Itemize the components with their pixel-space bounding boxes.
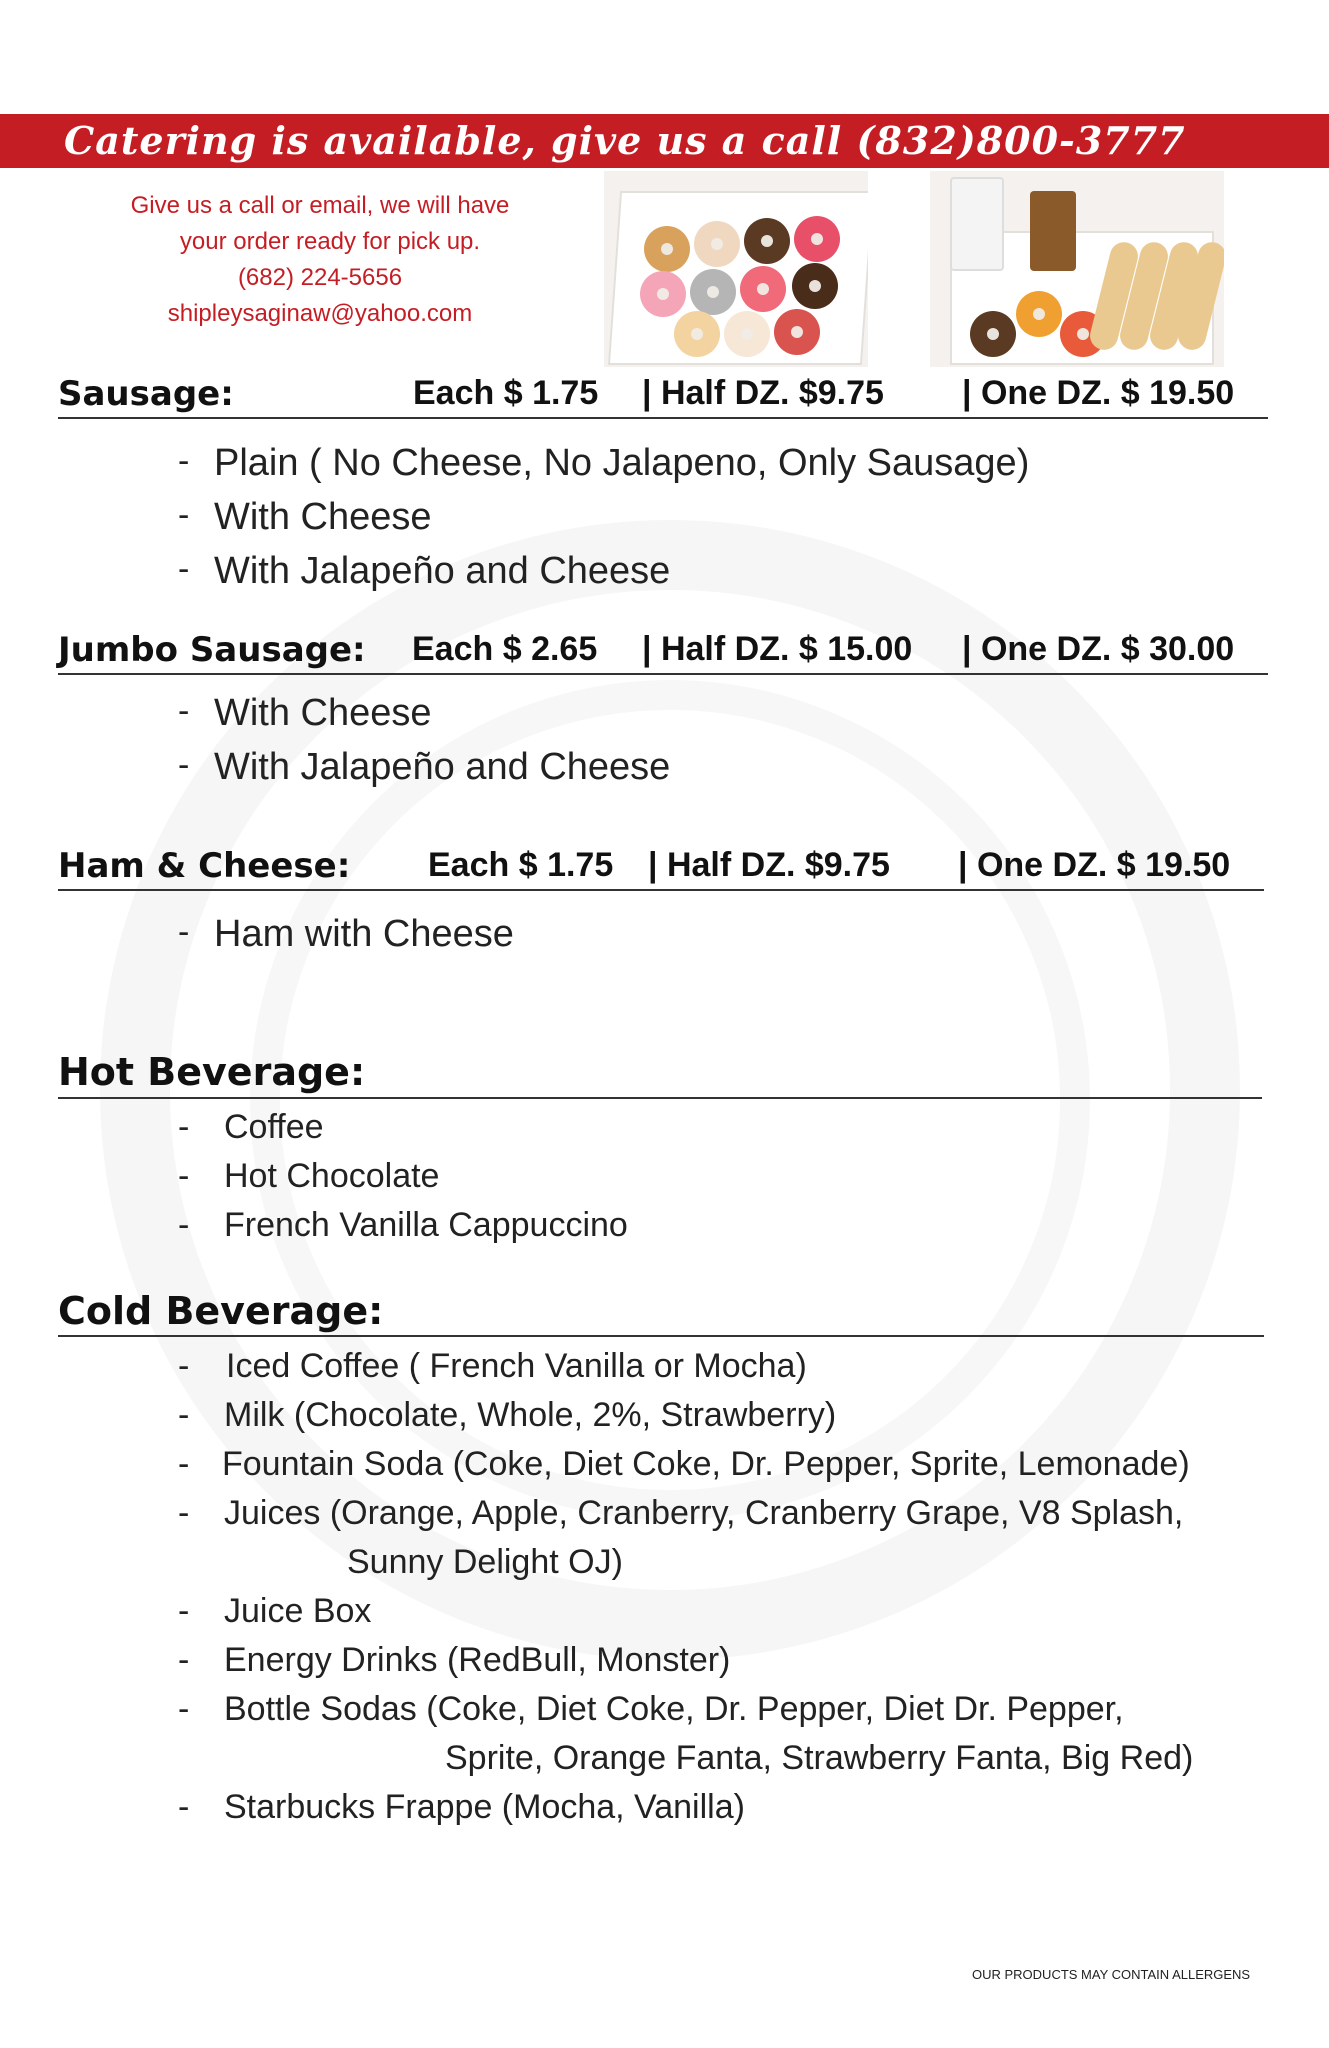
sausage-divider bbox=[58, 417, 1268, 419]
hot-beverage-divider bbox=[58, 1097, 1262, 1099]
sausage-item: With Cheese bbox=[214, 496, 432, 538]
allergen-notice: OUR PRODUCTS MAY CONTAIN ALLERGENS bbox=[972, 1967, 1251, 1982]
kolache-box-photo bbox=[930, 171, 1224, 367]
sausage-item: Plain ( No Cheese, No Jalapeno, Only Sausage) bbox=[214, 442, 1030, 484]
jumbo-item: With Cheese bbox=[214, 692, 432, 734]
bullet-dash: - bbox=[178, 1494, 190, 1532]
sausage-half-dozen-price: | Half DZ. $9.75 bbox=[642, 374, 884, 412]
jumbo-sausage-title: Jumbo Sausage: bbox=[58, 630, 366, 670]
bullet-dash: - bbox=[178, 913, 190, 951]
hot-beverage-title: Hot Beverage: bbox=[58, 1050, 366, 1094]
bullet-dash: - bbox=[178, 442, 190, 480]
contact-phone: (682) 224-5656 bbox=[237, 264, 403, 291]
bullet-dash: - bbox=[178, 692, 190, 730]
bullet-dash: - bbox=[178, 550, 190, 588]
contact-block bbox=[60, 188, 580, 332]
cold-beverage-item: Energy Drinks (RedBull, Monster) bbox=[224, 1641, 731, 1679]
cold-beverage-item: Milk (Chocolate, Whole, 2%, Strawberry) bbox=[224, 1396, 837, 1434]
bullet-dash: - bbox=[178, 1690, 190, 1728]
contact-line-1: Give us a call or email, we will have bbox=[130, 192, 510, 219]
bullet-dash: - bbox=[178, 1788, 190, 1826]
bullet-dash: - bbox=[178, 746, 190, 784]
jumbo-each-price: Each $ 2.65 bbox=[412, 630, 598, 668]
ham-cheese-title: Ham & Cheese: bbox=[58, 846, 351, 886]
sausage-title: Sausage: bbox=[58, 374, 234, 414]
bullet-dash: - bbox=[178, 1157, 190, 1195]
cold-beverage-item: Iced Coffee ( French Vanilla or Mocha) bbox=[226, 1347, 807, 1385]
cold-beverage-item: Starbucks Frappe (Mocha, Vanilla) bbox=[224, 1788, 745, 1826]
catering-banner bbox=[0, 114, 1329, 168]
cold-beverage-item-continued: Sunny Delight OJ) bbox=[347, 1543, 623, 1581]
cold-beverage-title: Cold Beverage: bbox=[58, 1289, 384, 1333]
jumbo-half-dozen-price: | Half DZ. $ 15.00 bbox=[642, 630, 913, 668]
sausage-item: With Jalapeño and Cheese bbox=[214, 550, 671, 592]
hot-beverage-item: Hot Chocolate bbox=[224, 1157, 440, 1195]
banner-text: Catering is available, give us a call (832)800-3777 bbox=[64, 118, 1186, 163]
jumbo-dozen-price: | One DZ. $ 30.00 bbox=[962, 630, 1235, 668]
bullet-dash: - bbox=[178, 1445, 190, 1483]
hot-beverage-item: French Vanilla Cappuccino bbox=[224, 1206, 628, 1244]
bullet-dash: - bbox=[178, 496, 190, 534]
donut-box-photo bbox=[604, 171, 868, 367]
contact-line-2: your order ready for pick up. bbox=[179, 228, 481, 255]
sausage-each-price: Each $ 1.75 bbox=[413, 374, 599, 412]
jumbo-item: With Jalapeño and Cheese bbox=[214, 746, 671, 788]
cold-beverage-divider bbox=[58, 1335, 1264, 1337]
ham-item: Ham with Cheese bbox=[214, 913, 514, 955]
ham-dozen-price: | One DZ. $ 19.50 bbox=[958, 846, 1231, 884]
ham-divider bbox=[58, 889, 1264, 891]
bullet-dash: - bbox=[178, 1396, 190, 1434]
logo-watermark-inner-ring bbox=[250, 680, 1090, 1520]
sausage-dozen-price: | One DZ. $ 19.50 bbox=[962, 374, 1235, 412]
bullet-dash: - bbox=[178, 1592, 190, 1630]
cold-beverage-item-continued: Sprite, Orange Fanta, Strawberry Fanta, Big Red) bbox=[445, 1739, 1194, 1777]
ham-half-dozen-price: | Half DZ. $9.75 bbox=[648, 846, 890, 884]
bullet-dash: - bbox=[178, 1347, 190, 1385]
cold-beverage-item: Fountain Soda (Coke, Diet Coke, Dr. Pepper, Sprite, Lemonade) bbox=[222, 1445, 1190, 1483]
bullet-dash: - bbox=[178, 1206, 190, 1244]
bullet-dash: - bbox=[178, 1641, 190, 1679]
jumbo-divider bbox=[58, 673, 1268, 675]
cold-beverage-item: Juice Box bbox=[224, 1592, 372, 1630]
contact-email[interactable]: shipleysaginaw@yahoo.com bbox=[167, 300, 473, 327]
cold-beverage-item: Juices (Orange, Apple, Cranberry, Cranberry Grape, V8 Splash, bbox=[224, 1494, 1184, 1532]
hot-beverage-item: Coffee bbox=[224, 1108, 324, 1146]
ham-each-price: Each $ 1.75 bbox=[428, 846, 614, 884]
cold-beverage-item: Bottle Sodas (Coke, Diet Coke, Dr. Pepper, Diet Dr. Pepper, bbox=[224, 1690, 1124, 1728]
bullet-dash: - bbox=[178, 1108, 190, 1146]
